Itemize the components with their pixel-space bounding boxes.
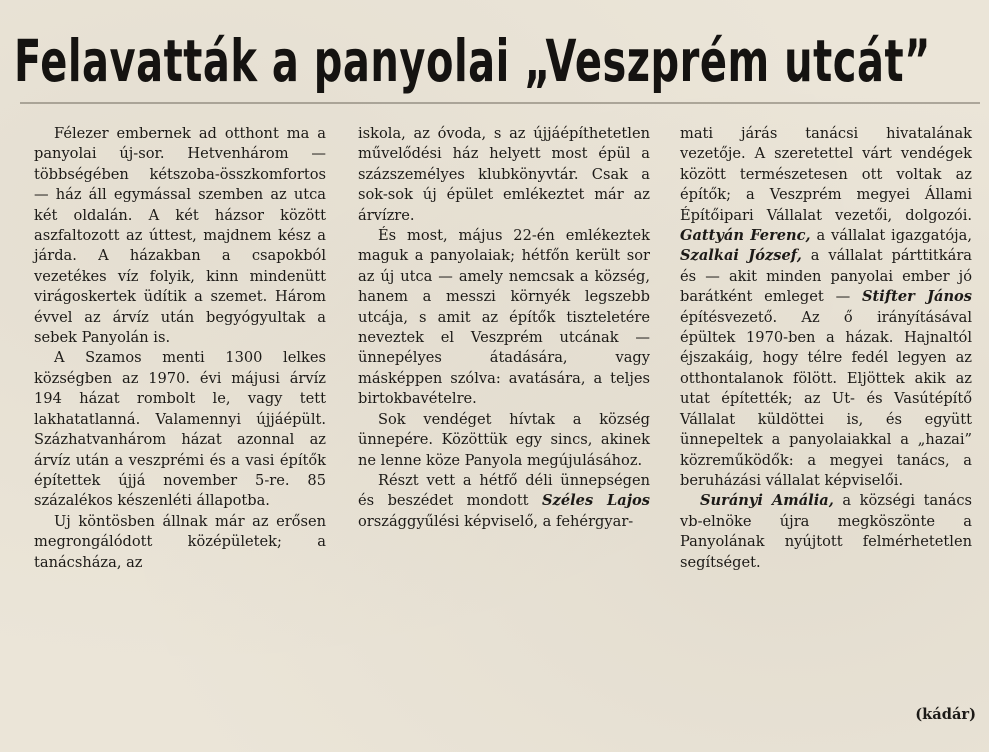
article-column-2 [358,124,650,532]
person-name: Gattyán Ferenc, [680,227,811,245]
person-name: Stifter János [862,288,973,306]
paragraph: Sok vendéget hívtak a község ünnepére. Közöttük egy sincs, akinek ne lenne köze Panyola megújulásához. [358,410,650,469]
article-column-1 [34,124,326,573]
paragraph [680,124,972,491]
paragraph-text: Részt vett a hétfő déli ünnepségen és beszédet mondott [358,471,650,510]
paragraph: A Szamos menti 1300 lelkes községben az 1970. évi májusi árvíz 194 házat rombolt le, vagy tett lakhatatlanná. Valamennyi újjáépült. Százhatvanhárom házat azonnal az árvíz után a veszprémi és a vasi építők építettek újjá november 5-re. 85 százalékos készenléti állapotba. [34,349,326,510]
paragraph-text: a vállalat párttitkára és — akit minden panyolai ember jó barátként emleget — [680,247,972,306]
article-headline: Felavatták a panyolai „Veszprém utcát” [14,28,931,96]
paragraph: iskola, az óvoda, s az újjáépíthetetlen művelődési ház helyett most épül a százszemélyes klubkönyvtár. Csak a sok-sok új épület emlékeztet már az árvízre. [358,125,650,224]
person-name: Szalkai József, [680,247,802,265]
paragraph: Uj köntösben állnak már az erősen megrongálódott középületek; a tanácsháza, az [34,512,326,571]
paragraph-text: a községi tanács vb-elnöke újra megköszönte a Panyolának nyújtott felmérhetetlen segítséget. [680,492,973,571]
paragraph-text: építésvezető. Az ő irányításával épültek 1970-ben a házak. Hajnaltól éjszakáig, hogy télre fedél legyen az otthontalanok fölött. Eljöttek akik az utat építették; az Ut- és Vasútépítő Vállalat küldöttei is, és együtt ünnepeltek a panyolaiakkal a „hazai” közreműködők: a megyei tanács, a beruházási vállalat képviselői. [680,308,972,489]
article-column-3 [680,124,972,573]
paragraph: Félezer embernek ad otthont ma a panyolai új-sor. Hetvenhárom — többségében kétszoba-összkomfortos — ház áll egymással szemben az utca két oldalán. A két házsor között aszfaltozott az úttest, majdnem kész a járda. A házakban a csapokból vezetékes víz folyik, kinn mindenütt virágoskertek üdítik a szemet. Három évvel az árvíz után begyógyultak a sebek Panyolán is. [34,125,326,347]
paragraph-text: országgyűlési képviselő, a fehérgyar- [358,512,634,530]
author-signature: (kádár) [915,706,976,723]
paragraph-text: mati járás tanácsi hivatalának vezetője. A szeretettel várt vendégek között természetesen ott voltak az építők; a Veszprém megyei Állami Építőipari Vállalat vezetői, dolgozói. [680,125,972,224]
paragraph: És most, május 22-én emlékeztek maguk a panyolaiak; hétfőn került sor az új utca — amely nemcsak a község, hanem a messzi környék legszebb utcája, s amit az építők tiszteletére neveztek el Veszprém utcának — ünnepélyes átadására, vagy másképpen szólva: avatására, a teljes birtokbavételre. [358,227,650,408]
paragraph-text: a vállalat igazgatója, [816,227,973,245]
paragraph [680,491,972,573]
headline-rule [20,102,980,104]
paragraph [358,471,650,532]
person-name: Surányi Amália, [700,492,834,510]
person-name: Széles Lajos [542,492,650,510]
